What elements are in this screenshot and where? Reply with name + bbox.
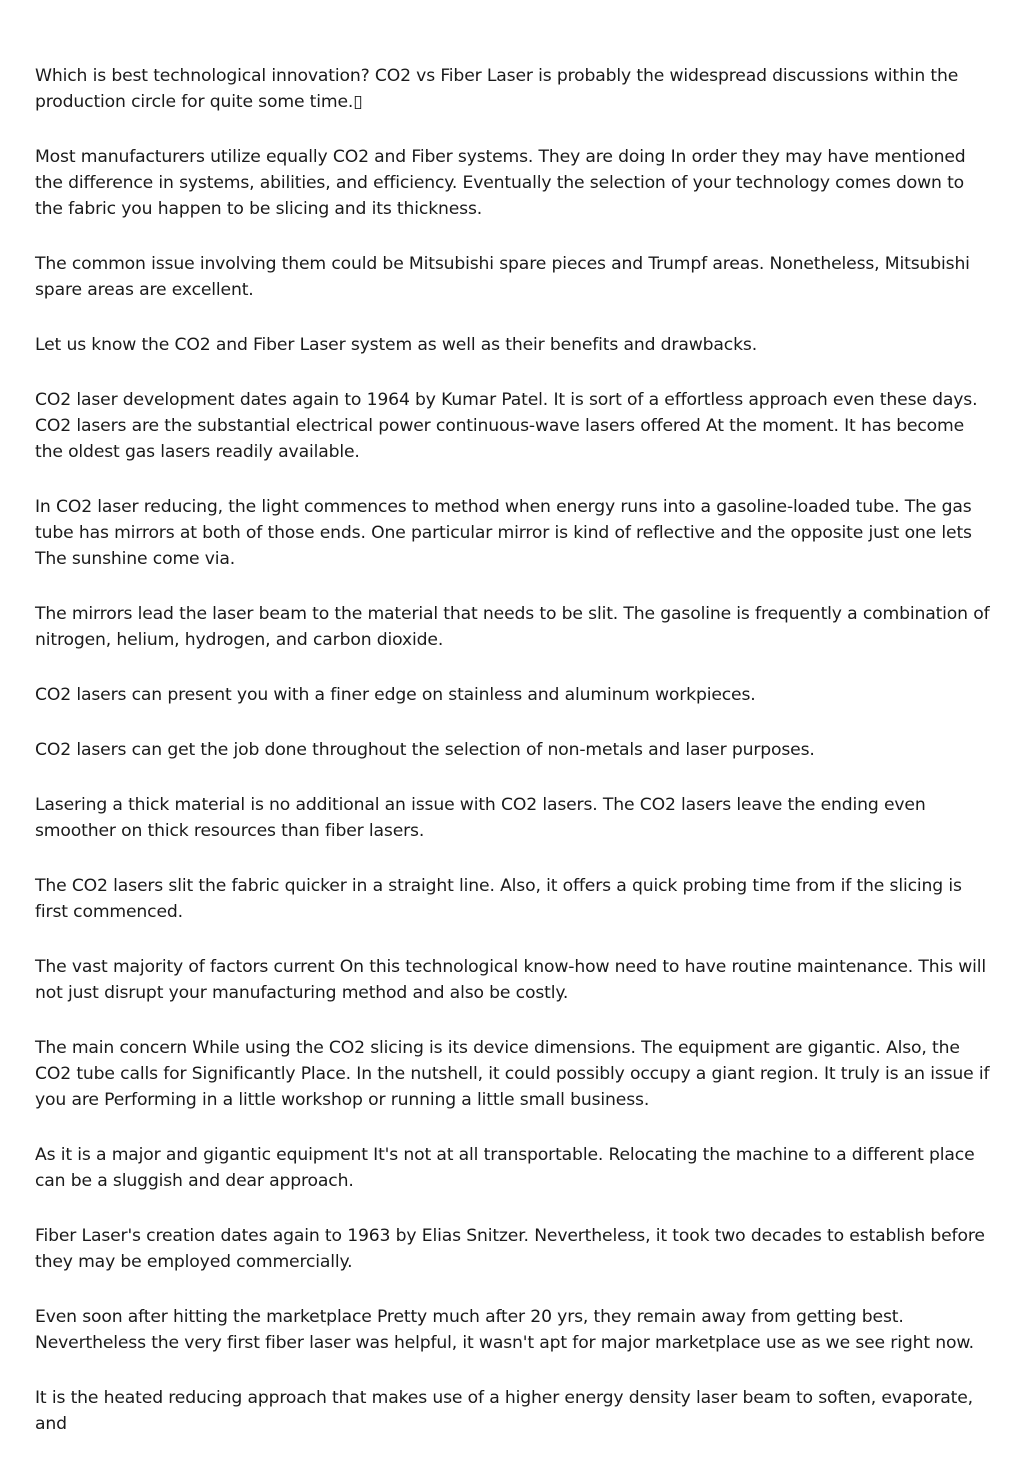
paragraph-16: Even soon after hitting the marketplace Pretty much after 20 yrs, they remain away from getting best. Nevertheless the very first fiber laser was helpful, it wasn't apt for major marketplace use as we see right now. bbox=[35, 1307, 974, 1353]
paragraph-5: CO2 laser development dates again to 1964 by Kumar Patel. It is sort of a effortless approach even these days. CO2 lasers are the substantial electrical power continuous-wave lasers offered At the moment. It has become the oldest gas lasers readily available. bbox=[35, 390, 978, 462]
paragraph-7: The mirrors lead the laser beam to the material that needs to be slit. The gasoline is frequently a combination of nitrogen, helium, hydrogen, and carbon dioxide. bbox=[35, 604, 990, 650]
paragraph-14: As it is a major and gigantic equipment It's not at all transportable. Relocating the machine to a different place can be a sluggish and dear approach. bbox=[35, 1145, 975, 1191]
paragraph-3: The common issue involving them could be Mitsubishi spare pieces and Trumpf areas. Nonetheless, Mitsubishi spare areas are excellent. bbox=[35, 254, 970, 300]
paragraph-11: The CO2 lasers slit the fabric quicker in a straight line. Also, it offers a quick probing time from if the slicing is first commenced. bbox=[35, 876, 962, 922]
paragraph-13: The main concern While using the CO2 slicing is its device dimensions. The equipment are gigantic. Also, the CO2 tube calls for Significantly Place. In the nutshell, it could possibly occupy a giant region. It truly is an issue if you are Performing in a little workshop or running a little small business. bbox=[35, 1038, 990, 1110]
paragraph-9: CO2 lasers can get the job done throughout the selection of non-metals and laser purposes. bbox=[35, 740, 815, 760]
paragraph-2: Most manufacturers utilize equally CO2 and Fiber systems. They are doing In order they may have mentioned the difference in systems, abilities, and efficiency. Eventually the selection of your technology comes down to the fabric you happen to be slicing and its thickness. bbox=[35, 147, 966, 219]
paragraph-8: CO2 lasers can present you with a finer edge on stainless and aluminum workpieces. bbox=[35, 685, 756, 705]
paragraph-12: The vast majority of factors current On this technological know-how need to have routine maintenance. This will not just disrupt your manufacturing method and also be costly. bbox=[35, 957, 987, 1003]
paragraph-4: Let us know the CO2 and Fiber Laser system as well as their benefits and drawbacks. bbox=[35, 335, 758, 355]
paragraph-17: It is the heated reducing approach that makes use of a higher energy density laser beam to soften, evaporate, and bbox=[35, 1388, 973, 1434]
paragraph-10: Lasering a thick material is no additional an issue with CO2 lasers. The CO2 lasers leave the ending even smoother on thick resources than fiber lasers. bbox=[35, 795, 926, 841]
paragraph-1: Which is best technological innovation? CO2 vs Fiber Laser is probably the widespread discussions within the production circle for quite some time.▯ bbox=[35, 66, 959, 112]
paragraph-15: Fiber Laser's creation dates again to 1963 by Elias Snitzer. Nevertheless, it took two decades to establish before they may be employed commercially. bbox=[35, 1226, 985, 1272]
document-body bbox=[35, 63, 993, 1466]
paragraph-6: In CO2 laser reducing, the light commences to method when energy runs into a gasoline-loaded tube. The gas tube has mirrors at both of those ends. One particular mirror is kind of reflective and the opposite just one lets The sunshine come via. bbox=[35, 497, 972, 569]
